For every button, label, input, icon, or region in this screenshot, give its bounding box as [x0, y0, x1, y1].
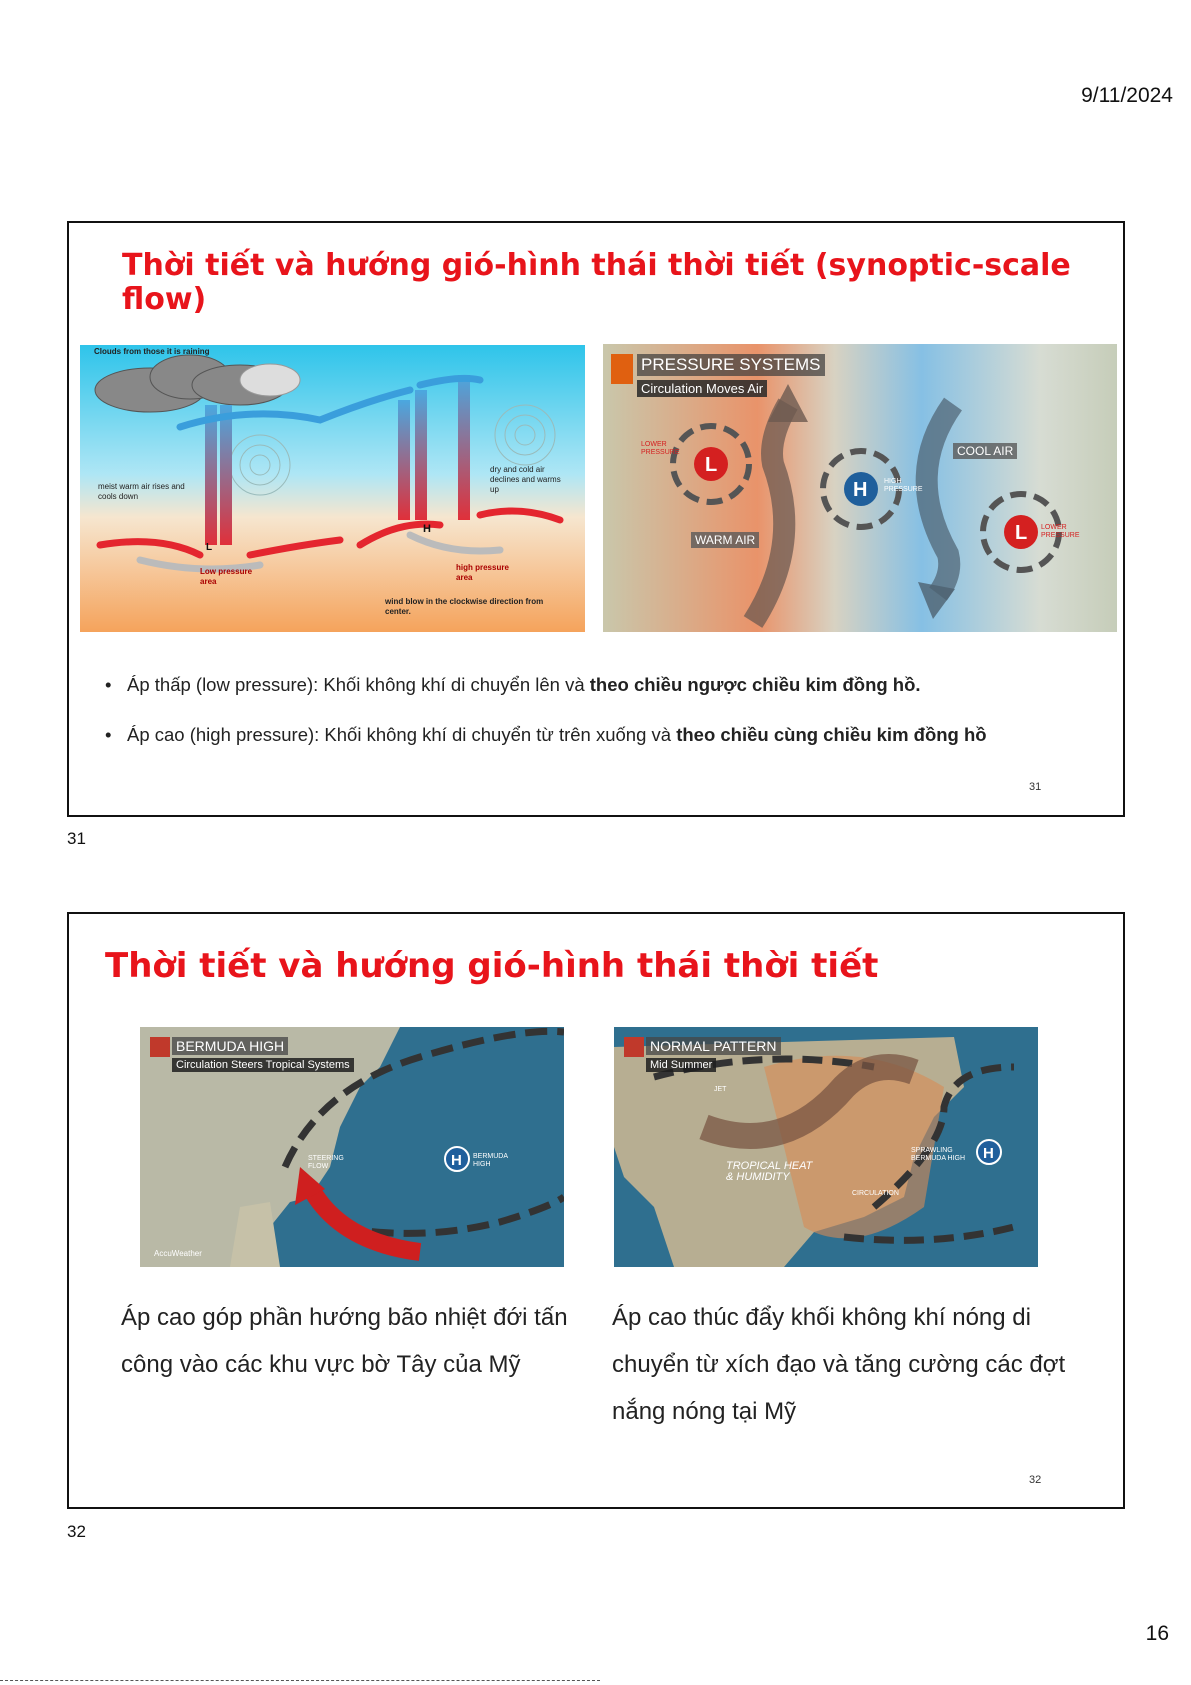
description-left: Áp cao góp phần hướng bão nhiệt đới tấn công vào các khu vực bờ Tây của Mỹ — [121, 1304, 568, 1378]
pressure-circulation-diagram — [80, 345, 585, 632]
normal-pattern-header: NORMAL PATTERN — [646, 1037, 781, 1055]
bermuda-H-marker: H — [451, 1152, 462, 1169]
wind-direction-label: wind blow in the clockwise direction from center. — [385, 597, 544, 616]
bermuda-subheader: Circulation Steers Tropical Systems — [172, 1058, 354, 1072]
moist-air-label: meist warm air rises and cools down — [98, 482, 185, 501]
map-subheader: Circulation Moves Air — [637, 380, 767, 397]
bullet-high-pressure: • Áp cao (high pressure): Khối không khí di chuyển từ trên xuống và theo chiều cùng chiều kim đồng hồ — [105, 715, 1065, 755]
low-pressure-label: Low pressure area — [200, 567, 253, 586]
slide-number: 31 — [1029, 781, 1042, 793]
low-L-marker-2: L — [1015, 522, 1028, 544]
slide-31 — [67, 221, 1125, 817]
slide-number: 32 — [1029, 1474, 1042, 1486]
map-header: PRESSURE SYSTEMS — [637, 354, 825, 376]
bullet-list — [105, 665, 1065, 755]
circulation-label: CIRCULATION — [852, 1190, 899, 1197]
warm-air-label: WARM AIR — [691, 532, 759, 548]
lower-pressure-label-1: LOWER PRESSURE — [641, 441, 680, 456]
bullet-low-pressure: • Áp thấp (low pressure): Khối không khí di chuyển lên và theo chiều ngược chiều kim đồng hồ. — [105, 665, 1065, 705]
cool-air-label: COOL AIR — [953, 443, 1017, 459]
slide-32 — [67, 912, 1125, 1509]
slide-label-31: 31 — [67, 829, 86, 848]
sprawling-H-marker: H — [983, 1145, 994, 1162]
steering-flow-label: STEERING FLOW — [308, 1155, 344, 1170]
sprawling-bermuda-label: SPRAWLING BERMUDA HIGH — [911, 1147, 966, 1162]
accuweather-logo: AccuWeather — [154, 1249, 202, 1258]
description-right: Áp cao thúc đẩy khối không khí nóng di chuyển từ xích đạo và tăng cường các đợt nắng nóng tại Mỹ — [612, 1304, 1066, 1425]
high-H-marker: H — [853, 479, 868, 501]
bermuda-high-label: BERMUDA HIGH — [473, 1153, 508, 1168]
dry-air-label: dry and cold air declines and warms up — [490, 465, 561, 494]
low-L-label: L — [206, 542, 213, 553]
normal-pattern-map — [614, 1027, 1038, 1267]
bermuda-high-map — [140, 1027, 564, 1267]
tropical-heat-label: TROPICAL HEAT & HUMIDITY — [726, 1160, 813, 1183]
lower-pressure-label-2: LOWER PRESSURE — [1041, 524, 1080, 539]
page-number: 16 — [1145, 1622, 1169, 1645]
bottom-rule — [0, 1680, 600, 1681]
pressure-systems-map — [603, 344, 1117, 632]
normal-pattern-subheader: Mid Summer — [646, 1058, 716, 1072]
header-date: 9/11/2024 — [1081, 84, 1173, 107]
slide-label-32: 32 — [67, 1522, 86, 1541]
jet-label: JET — [714, 1086, 727, 1093]
slide-title: Thời tiết và hướng gió-hình thái thời tiết — [105, 946, 879, 986]
bermuda-header: BERMUDA HIGH — [172, 1037, 288, 1055]
high-pressure-label: HIGH PRESSURE — [884, 478, 923, 493]
high-pressure-label: high pressure area — [456, 563, 509, 582]
slide-title: Thời tiết và hướng gió-hình thái thời tiết (synoptic-scale flow) — [122, 248, 1071, 317]
low-L-marker-1: L — [705, 454, 718, 476]
high-H-label: H — [423, 523, 431, 535]
clouds-label: Clouds from those it is raining — [94, 347, 210, 356]
